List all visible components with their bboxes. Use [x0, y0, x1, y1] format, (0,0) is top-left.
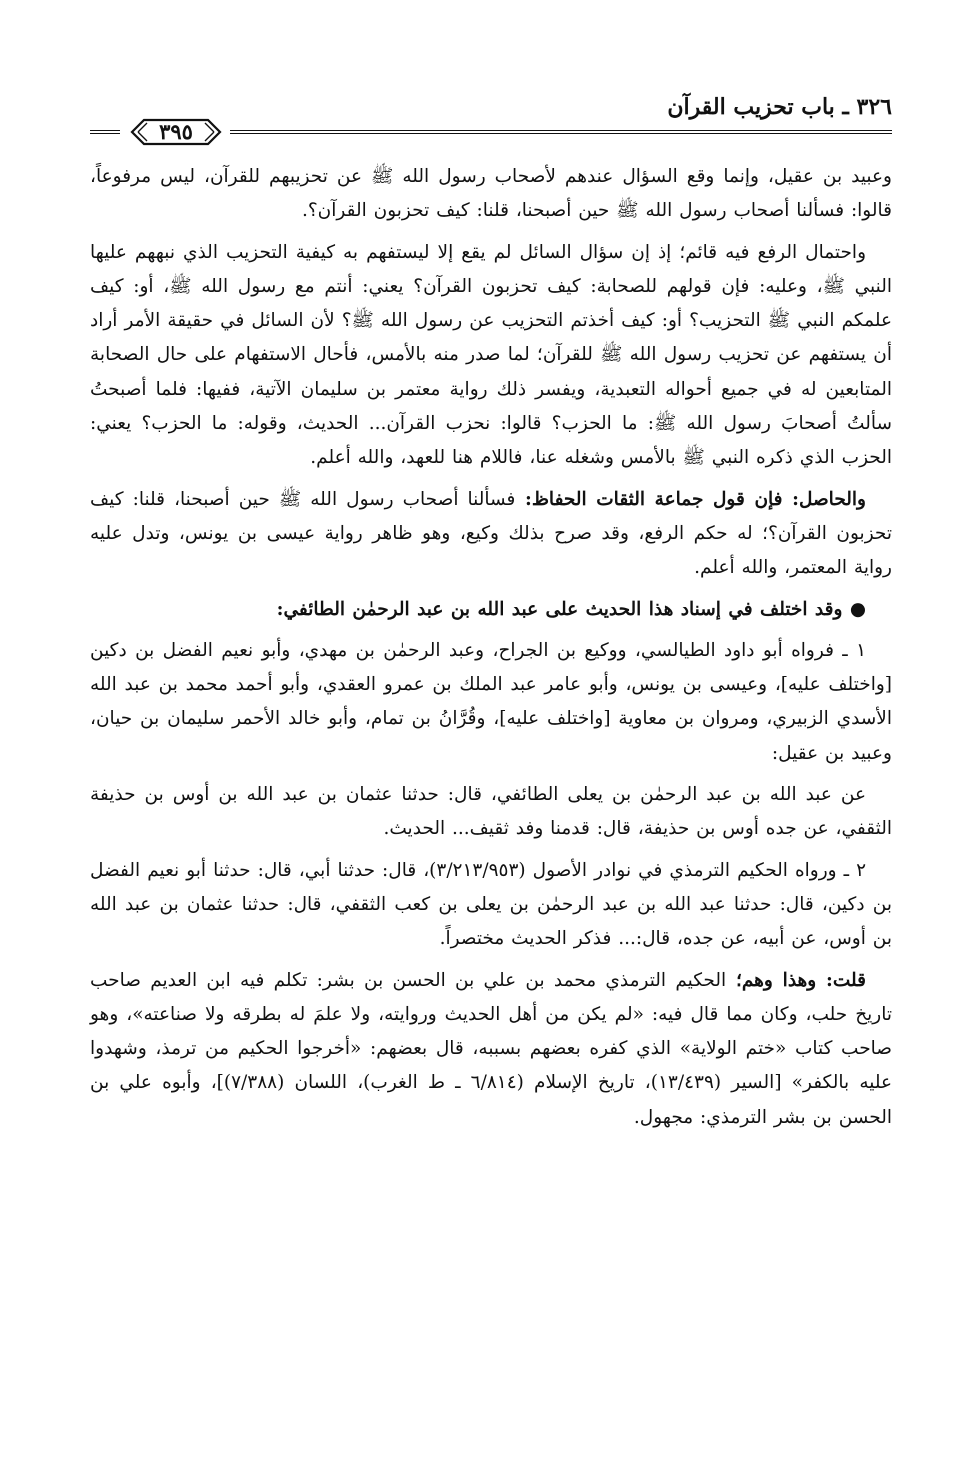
- body-text: [90, 160, 892, 1135]
- page-header: [90, 92, 892, 142]
- paragraph-5: [90, 634, 892, 771]
- paragraph-2-text: واحتمال الرفع فيه قائم؛ إذ إن سؤال السائل لم يقع إلا ليستفهم به كيفية التحزيب الذي نبههم عليها النبي ﷺ، وعليه: فإن قولهم للصحابة: كيف تحزبون القرآن؟ يعني: أنتم مع رسول الله ﷺ، أو: كيف علمكم النبي ﷺ التحزيب؟ أو: كيف أخذتم التحزيب عن رسول الله ﷺ؟ لأن السائل في حقيقة الأمر أراد أن يستفهم عن تحزيب رسول الله ﷺ للقرآن؛ لما صدر منه بالأمس، فأحال الاستفهام على حال الصحابة المتابعين له في جميع أحواله التعبدية، ويفسر ذلك رواية معتمر بن سليمان الآتية، ففيها: فلما أصبحتُ سألتُ أصحابَ رسول الله ﷺ: ما الحزب؟ قالوا: نحزب القرآن... الحديث، وقوله: ما الحزب؟ يعني: الحزب الذي ذكره النبي ﷺ بالأمس وشغله عنا، فاللام هنا للعهد، والله أعلم.: [90, 241, 892, 469]
- page-number: ٣٩٥: [159, 119, 193, 144]
- header-rule-left: [90, 130, 120, 134]
- running-title: ٣٢٦ ـ باب تحزيب القرآن: [667, 94, 892, 120]
- paragraph-3-text: فسألنا أصحاب رسول الله ﷺ حين أصبحنا، قلنا: كيف تحزبون القرآن؟؛ له حكم الرفع، وقد صرح بذلك وكيع، وهو ظاهر رواية عيسى بن يونس، وتدل عليه رواية المعتمر، والله أعلم.: [90, 488, 892, 579]
- paragraph-6: [90, 778, 892, 847]
- paragraph-4-lead: ● وقد اختلف في إسناد هذا الحديث على عبد الله بن عبد الرحمٰن الطائفي:: [276, 598, 866, 620]
- paragraph-8-lead: قلت: وهذا وهم؛: [726, 969, 867, 991]
- page-number-badge: [128, 117, 224, 147]
- paragraph-6-text: عن عبد الله بن عبد الرحمٰن بن يعلى الطائفي، قال: حدثنا عثمان بن عبد الله بن أوس بن حذيفة الثقفي، عن جده أوس بن حذيفة، قال: قدمنا وفد ثقيف... الحديث.: [90, 784, 892, 840]
- paragraph-7: [90, 854, 892, 957]
- paragraph-3-lead: والحاصل: فإن قول جماعة الثقات الحفاظ:: [515, 488, 866, 510]
- paragraph-8-text: الحكيم الترمذي محمد بن علي بن الحسن بن بشر: تكلم فيه ابن العديم صاحب تاريخ حلب، وكان مما قال فيه: «لم يكن من أهل الحديث وروايته، ولا علمَ له بطرقه ولا صناعته»، وهو صاحب كتاب «ختم الولاية» الذي كفره بعضهم بسببه، قال بعضهم: «أخرجوا الحكيم من ترمذ، وشهدوا عليه بالكفر» [السير (١٣/٤٣٩)، تاريخ الإسلام (٦/٨١٤ ـ ط الغرب)، اللسان (٧/٣٨٨)]، وأبوه علي بن الحسن بن بشر الترمذي: مجهول.: [90, 969, 892, 1128]
- header-rule: [90, 119, 892, 144]
- header-rule-right: [230, 130, 892, 134]
- paragraph-1: [90, 160, 892, 229]
- paragraph-1-text: وعبيد بن عقيل، وإنما وقع السؤال عندهم لأصحاب رسول الله ﷺ عن تحزيبهم للقرآن، ليس مرفوعاً، قالوا: فسألنا أصحاب رسول الله ﷺ حين أصبحنا، قلنا: كيف تحزبون القرآن؟.: [90, 166, 892, 222]
- paragraph-3: [90, 483, 892, 586]
- paragraph-5-text: ١ ـ فرواه أبو داود الطيالسي، ووكيع بن الجراح، وعبد الرحمٰن بن مهدي، وأبو نعيم الفضل بن دكين [واختلف عليه]، وعيسى بن يونس، وأبو عامر عبد الملك بن عمرو العقدي، وأبو أحمد محمد بن عبد الله الأسدي الزبيري، ومروان بن معاوية [واختلف عليه]، وقُرَّانُ بن تمام، وأبو خالد الأحمر سليمان بن حيان، وعبيد بن عقيل:: [90, 639, 892, 764]
- paragraph-8: [90, 964, 892, 1135]
- paragraph-7-text: ٢ ـ ورواه الحكيم الترمذي في نوادر الأصول (٣/٢١٣/٩٥٣)، قال: حدثنا أبي، قال: حدثنا أبو نعيم الفضل بن دكين، قال: حدثنا عبد الله بن عبد الرحمٰن بن يعلى بن كعب الثقفي، قال: حدثنا عثمان بن عبد الله بن أوس، عن أبيه، عن جده، قال:... فذكر الحديث مختصراً.: [90, 859, 892, 950]
- paragraph-4-heading: [90, 593, 892, 627]
- paragraph-2: [90, 236, 892, 476]
